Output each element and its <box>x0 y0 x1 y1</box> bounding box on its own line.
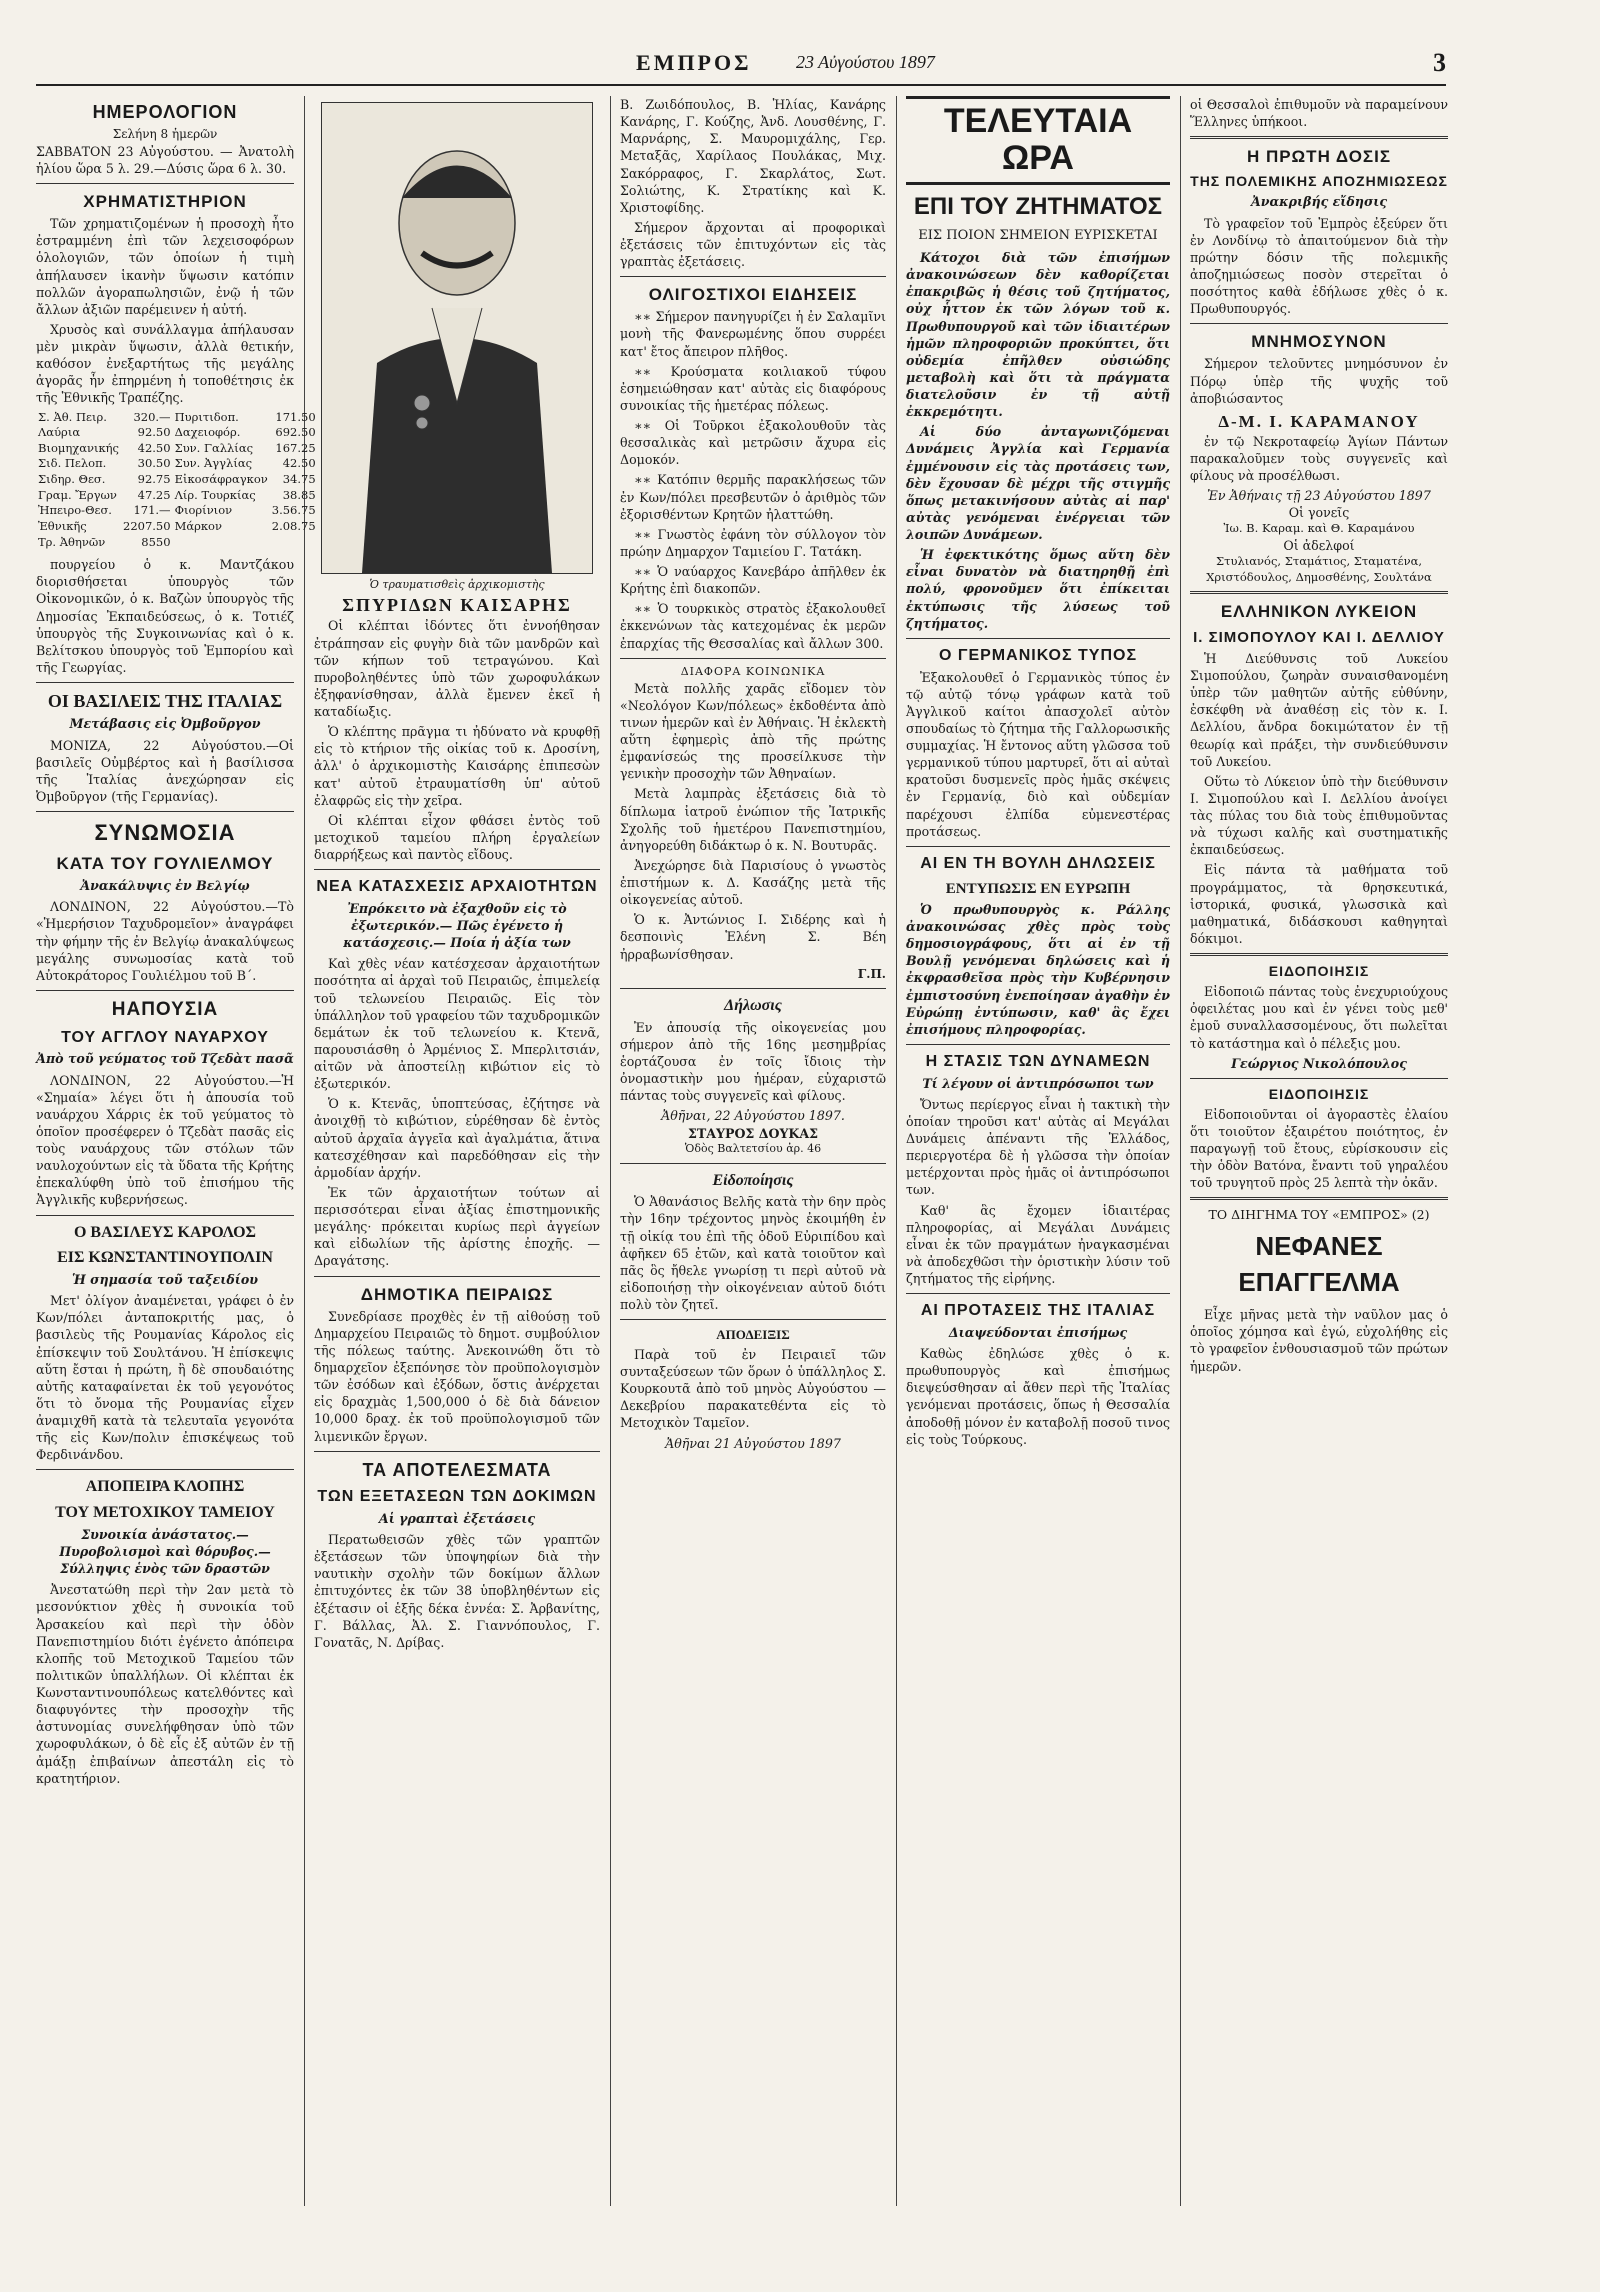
divider <box>1190 1078 1448 1079</box>
market-security: Γραμ. Ἔργων <box>38 487 117 502</box>
market-row <box>36 535 318 551</box>
german-press-text: Ἐξακολουθεῖ ὁ Γερμανικὸς τύπος ἐν τῷ αὐτῷ τόνῳ γράφων κατὰ τοῦ Ἀγγλικοῦ καίτοι ἀπασχολεῖ αὐτὸν σπουδαίως τὸ ζήτημα τῆς Γαλλορωσικῆς συμμαχίας. Ἡ ἔντονος αὕτη γλῶσσα τοῦ γερμανικοῦ τύπου μαρτυρεῖ, ὅτι αἱ αὐταὶ κρατοῦσι δυσμενεῖς πρὸς ἡμᾶς σκέψεις ἐν Γερμανίᾳ, διὸ καὶ οὐδεμίαν παρέχουσι ἐλπίδα εὐμενεστέρας προτάσεως. <box>906 669 1170 839</box>
divider <box>1190 591 1448 594</box>
brief-item: ∗∗ Σήμερον πανηγυρίζει ἡ ἐν Σαλαμῖνι μονὴ τῆς Φανερωμένης ὅπου συρρέει κατ' ἔτος ἄπειρον πλῆθος. <box>620 309 886 359</box>
social-text: Ὁ κ. Ἀντώνιος Ι. Σιδέρης καὶ ἡ δεσποινὶς Ἑλένη Σ. Βέη ἠρραβωνίσθησαν. <box>620 912 886 962</box>
almanac-heading: ΗΜΕΡΟΛΟΓΙΟΝ <box>92 102 238 122</box>
divider <box>906 1293 1170 1294</box>
exams-heading-2: ΤΩΝ ΕΞΕΤΑΣΕΩΝ ΤΩΝ ΔΟΚΙΜΩΝ <box>317 1488 597 1506</box>
theft-heading: ΑΠΟΠΕΙΡΑ ΚΛΟΠΗΣ <box>85 1478 245 1496</box>
divider <box>620 988 886 989</box>
memorial-text: Σήμερον τελοῦντες μνημόσυνον ἐν Πόρῳ ὑπὲρ τῆς ψυχῆς τοῦ ἀποβιώσαντος <box>1190 356 1448 406</box>
declaration-heading: Δήλωσις <box>724 997 782 1014</box>
last-hour-text: Ἡ ἐφεκτικότης ὅμως αὕτη δὲν εἶναι δυνατὸν νὰ διατηρηθῇ ἐπὶ πολύ, φρονοῦμεν ὅτι ἐπίκειται ἐκτύπωσις τῆς λύσεως τοῦ ζητήματος. <box>906 547 1170 631</box>
divider <box>1190 323 1448 324</box>
market-row <box>36 410 318 426</box>
serial-text: Εἶχε μῆνας μετὰ τὴν ναῦλον μας ὁ ὁποῖος χόμησα καὶ ἐγώ, εὐχολήθης εἰς τὸ γραφεῖον ἐνθουσιασμοῦ τῶν πρώτων ἡμερῶν. <box>1190 1307 1448 1374</box>
market-row <box>36 519 318 535</box>
theft-heading-2: ΤΟΥ ΜΕΤΟΧΙΚΟΥ ΤΑΜΕΙΟΥ <box>55 1504 275 1522</box>
market-row <box>36 503 318 519</box>
memorial-signature: Στυλιανός, Σταμάτιος, Σταματένα, Χριστόδουλος, Δημοσθένης, Σουλτάνα <box>1206 554 1432 584</box>
notice-1-signature: Γεώργιος Νικολόπουλος <box>1231 1055 1407 1071</box>
last-hour-heading-3: ΕΙΣ ΠΟΙΟΝ ΣΗΜΕΙΟΝ ΕΥΡΙΣΚΕΤΑΙ <box>918 228 1158 244</box>
italy-proposals-subheading: Διαψεύδονται ἐπισήμως <box>948 1324 1128 1340</box>
market-security <box>173 535 270 551</box>
divider <box>36 811 294 812</box>
divider <box>620 1319 886 1320</box>
indemnity-heading-2: ΤΗΣ ΠΟΛΕΜΙΚΗΣ ΑΠΟΖΗΜΙΩΣΕΩΣ <box>1190 173 1448 190</box>
powers-text: Ὄντως περίεργος εἶναι ἡ τακτικὴ τὴν ὁποίαν τηροῦσι κατ' αὐτὰς αἱ Μεγάλαι Δυνάμεις ἀπέναντι τῆς Ἑλλάδος, περιεργοτέρα δὲ ἡ γλῶσσα τὴν ὁποίαν μετέρχονται πρὸς ἡμᾶς οἱ ἀντιπρόσωποι των. <box>906 1096 1170 1198</box>
market-price: 92.50 <box>137 425 171 440</box>
article-text: Οἱ κλέπται ἰδόντες ὅτι ἐννοήθησαν ἐτράπησαν εἰς φυγὴν διὰ τῶν μανδρῶν καὶ τῶν κήπων τοῦ τετραγώνου. Καὶ πυροβοληθέντες ὑπὸ τῶν χωροφυλάκων ἐξηφανίσθησαν, ἀλλὰ ἔμενεν ἐκεῖ ἡ καταδίωξις. <box>314 618 600 720</box>
market-security: Συν. Ἀγγλίας <box>174 456 253 471</box>
market-price: 320.— <box>133 409 171 424</box>
piraeus-heading: ΔΗΜΟΤΙΚΑ ΠΕΙΡΑΙΩΣ <box>360 1284 554 1304</box>
exchange-text: Τῶν χρηματιζομένων ἡ προσοχὴ ἦτο ἐστραμμένη ἐπὶ τῶν λεχεισοφόρων ὁλολογιῶν, τῶν ὁποίων ἡ τιμὴ ἀπήλαυσεν ἱκανὴν ὕψωσιν κατόπιν πολλῶν ἀγοραπωλησιῶν, ἐνῷ ἡ τῶν ἄλλων ἀξιῶν παρέμεινεν ἡ αὐτή. <box>36 216 294 317</box>
masthead <box>36 46 1446 86</box>
memorial-heading: ΜΝΗΜΟΣΥΝΟΝ <box>1251 332 1387 352</box>
school-text: Ἡ Διεύθυνσις τοῦ Λυκείου Σιμοπούλου, ζωηρὰν συναισθανομένη ὑπὲρ τῶν μαθητῶν αὐτῆς εὐθύνην, ἐσκέφθη νὰ ἀναθέσῃ εἰς τὸν κ. Ι. Δελλίου, ἄνδρα δοκιμώτατον ἐν τῇ θεωρίᾳ καὶ πράξει, τὴν συνδιεύθυνσιν τοῦ Λυκείου. <box>1190 650 1448 769</box>
exam-names: Β. Ζωιδόπουλος, Β. Ἠλίας, Κανάρης Κανάρης, Γ. Κούζης, Ἀνδ. Λουσθένης, Γ. Μαρνάρης, Σ. Μαυρομιχάλης, Γερ. Μεταξᾶς, Χαρίλαος Πουλάκας, Μιχ. Σακόρραφος, Γ. Σκαρλάτος, Σωτ. Σολιώτης, Κ. Στρατίκης καὶ Κ. Χριστοφίδης. <box>620 97 886 215</box>
carol-heading: Ο ΒΑΣΙΛΕΥΣ ΚΑΡΟΛΟΣ <box>73 1223 256 1241</box>
market-security: Λαύρια <box>38 425 81 440</box>
notice-1-text: Εἰδοποιῶ πάντας τοὺς ἐνεχυριούχους ὀφειλέτας μου καὶ ἐν γένει τοὺς μεθ' ἐμοῦ συναλλασσομένους, ὅτι πωλεῖται τὸ κατάστημα καὶ ὁ πέλεξις μου. <box>1190 984 1448 1051</box>
social-text: Ἀνεχώρησε διὰ Παρισίους ὁ γνωστὸς ἐπιστήμων κ. Δ. Κασάζης μετὰ τῆς οἰκογενείας αὐτοῦ. <box>620 857 886 908</box>
exchange-text: Χρυσὸς καὶ συνάλλαγμα ἀπήλαυσαν μὲν μικρὰν ὕψωσιν, ἀλλὰ θετικήν, καθόσον ἐνεξαρτήτως τῆς μεγάλης ἀγορᾶς ἦν ἐπηρμένη ἡ τοποθέτησις ἐκ τῆς Ἐθνικῆς Τραπέζης. <box>36 321 294 406</box>
divider <box>1190 953 1448 956</box>
market-row <box>36 488 318 504</box>
market-price: 34.75 <box>282 472 316 487</box>
column-5 <box>1190 96 1448 2206</box>
social-text: Μετὰ πολλῆς χαρᾶς εἴδομεν τὸν «Νεολόγον Κων/πόλεως» ἐκδοθέντα ἀπὸ τινων ἡμερῶν καὶ ἐν Ἀθήναις. Ἡ ἐκλεκτὴ αὕτη ἐφημερὶς ἀπὸ τῆς πρώτης ἐμφανίσεώς της προσείλκυσε τὴν γενικὴν προσοχὴν τῶν Ἀθηναίων. <box>620 680 886 782</box>
theft-text: Ἀνεστατώθη περὶ τὴν 2αν μετὰ τὸ μεσονύκτιον χθὲς ἡ συνοικία τοῦ Ἀρσακείου καὶ περὶ τὴν ὁδὸν Πανεπιστημίου διότι ἐγένετο ἀπόπειρα κλοπῆς τοῦ Μετοχικοῦ Ταμείου τῶν πολιτικῶν ὑπαλλήλων. Οἱ κλέπται ἐκ Κωνσταντινουπόλεως κατελθόντες καὶ διαφυγόντες τὴν προσοχὴν τῆς ἀστυνομίας συνελήφθησαν ὑπὸ τῶν χωροφυλάκων, ὁ δὲ εἷς ἐξ αὐτῶν ἐν τῇ ἀμάξῃ ἐπιβαίνων ἀπεστάλη εἰς τὸ κρατητήριον. <box>36 1582 294 1786</box>
market-price: 171.50 <box>275 409 316 424</box>
market-price: 171.— <box>133 503 171 518</box>
divider <box>36 1469 294 1470</box>
issue-date: 23 Αὐγούστου 1897 <box>796 52 935 72</box>
market-price: 38.85 <box>282 487 316 502</box>
admiral-subheading: Ἀπὸ τοῦ γεύματος τοῦ Τζεδὰτ πασᾶ <box>36 1051 294 1067</box>
last-hour-heading-2: ΕΠΙ ΤΟΥ ΖΗΤΗΜΑΤΟΣ <box>913 192 1163 220</box>
market-price: 42.50 <box>282 456 316 471</box>
theft-subheading: Συνοικία ἀνάστατος.— Πυροβολισμοὶ καὶ θόρυβος.— Σύλληψις ἑνὸς τῶν δραστῶν <box>59 1526 271 1577</box>
market-price: 692.50 <box>275 425 316 440</box>
divider <box>36 990 294 991</box>
memorial-parents: Οἱ γονεῖς <box>1288 505 1350 521</box>
declaration-signature: ΣΤΑΥΡΟΣ ΔΟΥΚΑΣ <box>687 1125 819 1141</box>
notice-2-heading: ΕΙΔΟΠΟΙΗΣΙΣ <box>1268 1085 1370 1102</box>
statements-text: Ὁ πρωθυπουργὸς κ. Ράλλης ἀνακοινώσας χθὲς πρὸς τοὺς δημοσιογράφους, ὅτι αἱ ἐν τῇ Βουλῇ γενόμεναι δηλώσεις καὶ ἡ ἐκφρασθεῖσα πρὸς τὴν Κυβέρνησιν ἐμπιστοσύνη ἐνεποίησαν ἀγαθὴν ἐν Εὐρώπῃ ἐντύπωσιν, καθ' ἃς ἔχει ἐπισήμους πληροφορίας. <box>906 901 1170 1037</box>
brief-item: ∗∗ Γνωστὸς ἐφάνη τὸν σύλλογον τὸν πρώην Δημαρχον Ταμιείου Γ. Τατάκη. <box>620 526 886 559</box>
school-heading-2: Ι. ΣΙΜΟΠΟΥΛΟΥ ΚΑΙ Ι. ΔΕΛΛΙΟΥ <box>1193 628 1445 646</box>
notice-1-heading: ΕΙΔΟΠΟΙΗΣΙΣ <box>1268 963 1370 980</box>
divider <box>36 1215 294 1216</box>
market-security: Εἰκοσάφραγκον <box>174 472 268 487</box>
market-price: 167.25 <box>275 440 316 455</box>
column-3 <box>620 96 886 2206</box>
finds-subheading: Ἐπρόκειτο νὰ ἐξαχθοῦν εἰς τὸ ἐξωτερικόν.— Πῶς ἐγένετο ἡ κατάσχεσις.— Ποία ἡ ἀξία των <box>343 900 571 951</box>
market-price <box>270 535 318 551</box>
powers-text: Καθ' ἃς ἔχομεν ἰδιαιτέρας πληροφορίας, αἱ Μεγάλαι Δυνάμεις εἶναι ἐκ τῶν πραγμάτων ἠναγκασμέναι νὰ ἀποδεχθῶσι τὴν ὁριστικὴν λύσιν τοῦ ζητήματος τῆς εἰρήνης. <box>906 1202 1170 1287</box>
market-price: 30.50 <box>137 456 171 471</box>
market-row <box>36 456 318 472</box>
market-security: Σ. Ἀθ. Πειρ. <box>38 409 107 424</box>
school-text: Εἰς πάντα τὰ μαθήματα τοῦ προγράμματος, τὰ θρησκευτικά, ἱστορικά, φυσικά, γλωσσικὰ καὶ μαθηματικά, διδάσκουσι καθηγηταὶ δόκιμοι. <box>1190 862 1448 946</box>
admiral-text: ΛΟΝΔΙΝΟΝ, 22 Αὐγούστου.—Ἡ «Σημαία» λέγει ὅτι ἡ ἀπουσία τοῦ ναυάρχου Χάρρις ἐκ τοῦ γεύματος τὸ ὁποῖον προσέφερεν ὁ Τζεδὰτ πασᾶς εἰς τοὺς ναυάρχους τῶν στόλων τῶν ναυλοχούντων εἰς τὰ ὕδατα τῆς Κρήτης ἐπεκαλύφθη ὑπὸ τοῦ ἐπισήμου τῆς Ἀγγλικῆς κυβερνήσεως. <box>36 1072 294 1208</box>
divider <box>314 1276 600 1277</box>
column-rule <box>896 96 897 2206</box>
divider <box>906 638 1170 639</box>
briefs-heading: ΟΛΙΓΟΣΤΙΧΟΙ ΕΙΔΗΣΕΙΣ <box>648 285 858 305</box>
market-security: Σιδ. Πελοπ. <box>38 456 107 471</box>
page-number: 3 <box>1433 48 1446 77</box>
market-security: Μάρκον <box>174 518 222 533</box>
receipt-heading: ΑΠΟΔΕΙΞΙΣ <box>716 1327 790 1343</box>
exams-subheading: Αἱ γραπταὶ ἐξετάσεις <box>378 1510 536 1526</box>
briefs-list <box>620 308 886 651</box>
receipt-date: Ἀθῆναι 21 Αὐγούστου 1897 <box>665 1435 841 1451</box>
market-security: Τρ. Ἀθηνῶν <box>38 534 106 549</box>
admiral-heading: ΗΑΠΟΥΣΙΑ <box>111 998 219 1020</box>
portrait-name: ΣΠΥΡΙΔΩΝ ΚΑΙΣΑΡΗΣ <box>342 594 572 615</box>
finds-heading: ΝΕΑ ΚΑΤΑΣΧΕΣΙΣ ΑΡΧΑΙΟΤΗΤΩΝ <box>316 878 598 896</box>
social-heading: ΔΙΑΦΟΡΑ ΚΟΙΝΩΝΙΚΑ <box>680 664 826 678</box>
exchange-tail: πουργείου ὁ κ. Μαντζάκου διορισθήσεται ὑπουργὸς τῶν Οἰκονομικῶν, ὁ κ. Βαζὼν ὑπουργὸς τῆς Δημοσίας Ἐκπαιδεύσεως, ὁ κ. Τοτιέζ ὑπουργὸς τῆς Συγκοινωνίας καὶ ὁ κ. Βελίτσκου ὑπουργὸς τοῦ Ἐμπορίου καὶ τῆς Γεωργίας. <box>36 557 294 675</box>
divider <box>1190 136 1448 139</box>
market-row <box>36 472 318 488</box>
brief-item: ∗∗ Οἱ Τοῦρκοι ἐξακολουθοῦν τὰς θεσσαλικὰς καὶ μετρῶσιν ἄχυρα εἰς Δομοκόν. <box>620 418 886 468</box>
memorial-siblings: Οἱ ἀδελφοί <box>1283 538 1355 554</box>
piraeus-text: Συνεδρίασε προχθὲς ἐν τῇ αἰθούσῃ τοῦ Δημαρχείου Πειραιῶς τὸ δημοτ. συμβούλιον τῆς πόλεως ταύτης. Ἀνεκοινώθη ὅτι τὸ δημαρχεῖον ἐξεπόνησε τὸν προϋπολογισμὸν τῶν ἐσόδων καὶ ἐξόδων, ὅστις ἀνέρχεται εἰς δραχμὰς 1,500,000 ὁ δὲ διὰ δάνειον 10,000 δραχ. ἐκ τοῦ προϋπολογισμοῦ τῶν λιμενικῶν ἔργων. <box>314 1308 600 1444</box>
social-signature: Γ.Π. <box>857 966 886 981</box>
column-2 <box>314 96 600 2206</box>
divider <box>620 658 886 659</box>
brief-item: ∗∗ Κατόπιν θερμῆς παρακλήσεως τῶν ἐν Κων/πόλει πρεσβευτῶν ὁ ἀριθμὸς τῶν ἐξορισθέντων Κρητῶν ἠλαττώθη. <box>620 472 886 522</box>
indemnity-heading: Η ΠΡΩΤΗ ΔΟΣΙΣ <box>1246 147 1392 167</box>
market-price: 47.25 <box>137 487 171 502</box>
divider <box>906 1044 1170 1045</box>
market-security: Συν. Γαλλίας <box>174 440 254 455</box>
carol-subheading: Ἡ σημασία τοῦ ταξειδίου <box>72 1272 258 1288</box>
memorial-name: Δ-Μ. Ι. ΚΑΡΑΜΑΝΟΥ <box>1218 411 1420 431</box>
notice-text: Ὁ Ἀθανάσιος Βελῆς κατὰ τὴν 6ην πρὸς τὴν 16ην τρέχοντος μηνὸς ἐκοιμήθη ἐν τῇ οἰκίᾳ του ἐπὶ τῆς ὁδοῦ Εὐριπίδου καὶ ἀφῆκεν 65 ἐτῶν, καὶ κατὰ τοιοῦτον καὶ πᾶς ὃς ἤθελε γνωρίσῃ τι περὶ αὐτοῦ νὰ εἰδοποιήσῃ τὴν οἰκογένειαν αὐτοῦ διότι πολὺ τὸν ζητεῖ. <box>620 1194 886 1313</box>
market-security: Πυριτιδοπ. <box>174 409 239 424</box>
last-hour-text: Κάτοχοι διὰ τῶν ἐπισήμων ἀνακοινώσεων δὲν καθορίζεται ἐπακριβῶς ἡ θέσις τοῦ ζητήματος, οὐχ ἧττον ἐκ τῶν λόγων τοῦ κ. Πρωθυπουργοῦ καὶ τῶν ἰδιαιτέρων ἡμῶν πληροφοριῶν προκύπτει, ὅτι οὐδεμία ἐπῆλθεν οὐσιώδης μεταβολὴ καὶ ὅτι τὰ πράγματα διατελοῦσιν ἐν τῇ αὐτῇ ἐκκρεμότητι. <box>906 250 1170 420</box>
exchange-heading: ΧΡΗΜΑΤΙΣΤΗΡΙΟΝ <box>83 192 247 212</box>
column-rule <box>1180 96 1181 2206</box>
italy-proposals-text: Καθὼς ἐδηλώσε χθὲς ὁ κ. πρωθυπουργὸς καὶ ἐπισήμως διεψεύσθησαν αἱ ἄθεν περὶ τῆς Ἰταλίας γενόμεναι προτάσεις, ὅπως ἡ Θεσσαλία ἀποδοθῇ μόνον ἐν καταβολῇ ποσοῦ τινος εἰς τοὺς Τούρκους. <box>906 1346 1170 1447</box>
italy-proposals-heading: ΑΙ ΠΡΟΤΑΣΕΙΣ ΤΗΣ ΙΤΑΛΙΑΣ <box>920 1302 1156 1320</box>
market-security: Λίρ. Τουρκίας <box>174 487 256 502</box>
portrait-image <box>321 102 593 574</box>
market-price: 8550 <box>141 534 171 549</box>
market-price: 2.08.75 <box>271 518 316 533</box>
exam-note: Σήμερον ἄρχονται αἱ προφορικαὶ ἐξετάσεις τῶν ἐπιτυχόντων εἰς τὰς γραπτὰς ἐξετάσεις. <box>620 219 886 270</box>
market-security: Βιομηχανικής <box>38 440 119 455</box>
market-security: Φιορίνιον <box>174 503 233 518</box>
finds-text: Καὶ χθὲς νέαν κατέσχεσαν ἀρχαιοτήτων ποσότητα αἱ ἀρχαὶ τοῦ Πειραιῶς, ἐπιμελείᾳ τοῦ τελωνείου Πειραιῶς. Εἰς τὸν ὑπάλληλον τοῦ γραφείου τῶν ταχυδρομικῶν δεμάτων ἐκ τοῦ τελωνείου κ. Κτενᾶ, παρουσιάσθη ὁ Ἀρμένιος Σ. Μπερλιτσιάν, αἰτῶν νὰ ἀποστείλῃ κιβώτιον εἰς τὸ ἐξωτερικόν. <box>314 956 600 1092</box>
powers-heading: Η ΣΤΑΣΙΣ ΤΩΝ ΔΥΝΑΜΕΩΝ <box>925 1052 1151 1070</box>
exams-heading: ΤΑ ΑΠΟΤΕΛΕΣΜΑΤΑ <box>362 1459 552 1480</box>
school-heading: ΕΛΛΗΝΙΚΟΝ ΛΥΚΕΙΟΝ <box>1220 602 1418 622</box>
memorial-signature: Ἰω. Β. Καραμ. καὶ Θ. Καραμάνου <box>1223 521 1415 536</box>
market-security: Σιδηρ. Θεσ. <box>38 472 106 487</box>
market-security: Ἐθνικῆς <box>38 518 87 533</box>
notice-2-text: Εἰδοποιοῦνται οἱ ἀγοραστὲς ἐλαίου ὅτι τοιοῦτον ἐξαιρέτου ποιότητος, ἐν παραγωγῇ τοῦ ἔτους, εὑρίσκουσιν εἰς τὴν ὁδὸν Βατόνα, ἔναντι τοῦ γηραλέου τοῦ τρυγητοῦ πρὸς 25 λεπτὰ τὴν ὀκᾶν. <box>1190 1106 1448 1191</box>
plot-subheading: Ἀνακάλυψις ἐν Βελγίῳ <box>80 878 250 894</box>
memorial-text: ἐν τῷ Νεκροταφείῳ Ἁγίων Πάντων παρακαλοῦμεν τοὺς συγγενεῖς καὶ φίλους νὰ προσέλθωσι. <box>1190 433 1448 484</box>
column-1 <box>36 96 316 2206</box>
carol-heading-2: ΕΙΣ ΚΩΝΣΤΑΝΤΙΝΟΥΠΟΛΙΝ <box>57 1249 273 1267</box>
market-security: Δαχειοφόρ. <box>174 425 241 440</box>
plot-text: ΛΟΝΔΙΝΟΝ, 22 Αὐγούστου.—Τὸ «Ἡμερήσιον Ταχυδρομεῖον» ἀναγράφει τὴν φήμην τῆς ἐν Βελγίῳ ἀνακαλύψεως μεγάλης συνωμοσίας κατὰ τοῦ Αὐτοκράτορος Γουλιέλμου τοῦ Β΄. <box>36 899 294 983</box>
indemnity-text: Τὸ γραφεῖον τοῦ Ἐμπρὸς ἐξεύρεν ὅτι ἐν Λονδίνῳ τὸ ἀπαιτούμενον διὰ τὴν πρώτην δόσιν τῆς πολεμικῆς ἀποζημιώσεως ποσὸν στερεῖται ὁ ποσότητος καθὰ ἐδήλωσε χθὲς ὁ κ. Πρωθυπουργός. <box>1190 215 1448 317</box>
carol-text: Μετ' ὀλίγον ἀναμένεται, γράφει ὁ ἐν Κων/πόλει ἀνταποκριτής μας, ὁ βασιλεὺς τῆς Ρουμανίας Κάρολος εἰς ἐπίσκεψιν τοῦ Σουλτάνου. Ἡ ἐπίσκεψις αὕτη ἔσται ἡ πρώτη, ἢ δὲ σπουδαιότης αὐτῆς καταφαίνεται ἐκ τοῦ γεγονότος ὅτι τὸ ὄνομα τῆς Ρουμανίας εἶχεν ἀναμιχθῆ κατὰ τὰ τελευταῖα γεγονότα τῆς εἰς Κων/πολιν ἐπισκέψεως τοῦ Φερδινάνδου. <box>36 1293 294 1463</box>
finds-text: Ἐκ τῶν ἀρχαιοτήτων τούτων αἱ περισσότεραι εἶναι ἀξίας ἐπιστημονικῆς μεγάλης· πρόκειται κυρίως περὶ ἀγγείων καὶ εἰδωλίων τῆς ἀρίστης ἐποχῆς. — Δραγάτσης. <box>314 1184 600 1269</box>
brief-item: ∗∗ Κρούσματα κοιλιακοῦ τύφου ἐσημειώθησαν κατ' αὐτὰς εἰς διαφόρους συνοικίας τῆς ἡμετέρας πόλεως. <box>620 363 886 413</box>
market-price: 3.56.75 <box>271 503 316 518</box>
declaration-text: Ἐν ἀπουσίᾳ τῆς οἰκογενείας μου σήμερον ἀπὸ τῆς 16ης μεσημβρίας ἑορτάζουσα ἐν τοῖς ἴδιοις τὴν ὀνομαστικὴν μου ἡμέραν, εὐχαριστῶ πάντας τοὺς συγγενεῖς καὶ φίλους. <box>620 1019 886 1104</box>
market-security: Ἠπειρο-Θεσ. <box>38 503 112 518</box>
finds-text: Ὁ κ. Κτενᾶς, ὑποπτεύσας, ἐζήτησε νὰ ἀνοιχθῇ τὸ κιβώτιον, εὑρέθησαν δὲ ἐντὸς αὐτοῦ ἀρχαῖα ἀγγεῖα καὶ ἀγαλμάτια, ἅτινα κατεσχέθησαν καὶ παρεδόθησαν εἰς τὴν ἀρμοδίαν ἀρχήν. <box>314 1096 600 1180</box>
powers-subheading: Τί λέγουν οἱ ἀντιπρόσωποι των <box>922 1075 1154 1091</box>
market-price: 42.50 <box>137 440 171 455</box>
market-row <box>36 441 318 457</box>
school-text: Οὕτω τὸ Λύκειον ὑπὸ τὴν διεύθυνσιν Ι. Σιμοπούλου καὶ Ι. Δελλίου ἀνοίγει τὰς πύλας του διὰ τοὺς ἐπιθυμοῦντας νὰ τύχωσι καλῆς καὶ συστηματικῆς ἐκπαιδεύσεως. <box>1190 773 1448 858</box>
article-text: Ὁ κλέπτης πρᾶγμα τι ἠδύνατο νὰ κρυφθῇ εἰς τὸ κτήριον τῆς οἰκίας τοῦ κ. Δροσίνη, ἀλλ' ὁ ἀρχικομιστὴς Καισάρης ἐπιπεσὼν κατ' αὐτοῦ ἐτραυματίσθη ὑπ' αὐτοῦ ἐλαφρῶς εἰς τὴν χεῖρα. <box>314 724 600 808</box>
exams-text: Περατωθεισῶν χθὲς τῶν γραπτῶν ἐξετάσεων τῶν ὑποψηφίων διὰ τὴν ναυτικὴν σχολὴν τῶν δοκίμων ἄλλων ἐπιτυχόντες ἐκ τῶν 38 ὑποβληθέντων εἰς ἐξέτασιν οἱ ἑξῆς δέκα ἐννέα: Σ. Ἀρβανίτης, Γ. Βάλλας, Ἀλ. Σ. Γιαννόπουλος, Γ. Γονατᾶς, Ν. Δρίβας. <box>314 1532 600 1650</box>
italy-subheading: Μετάβασις εἰς Ὀμβοῦργον <box>69 716 261 732</box>
market-price: 92.75 <box>137 472 171 487</box>
column-4 <box>906 96 1170 2206</box>
last-hour-text: Αἱ δύο ἀνταγωνιζόμεναι Δυνάμεις Ἀγγλία καὶ Γερμανία ἐμμένουσιν εἰς τὰς προτάσεις των, δὲν ἔχουσαν δὲ μέχρι τῆς στιγμῆς ὅπως μετακινήσουν αὐτὰς αἱ παρ' αὐτὰς γενόμεναι ἐνέργειαι τῶν λοιπῶν Δυνάμεων. <box>906 424 1170 543</box>
statements-heading: ΑΙ ΕΝ ΤΗ ΒΟΥΛΗ ΔΗΛΩΣΕΙΣ <box>920 854 1156 872</box>
divider <box>906 846 1170 847</box>
intro-text: οἱ Θεσσαλοὶ ἐπιθυμοῦν νὰ παραμείνουν Ἕλληνες ὑπήκοοι. <box>1190 97 1448 130</box>
article-text: Οἱ κλέπται εἶχον φθάσει ἐντὸς τοῦ μετοχικοῦ ταμείου πλήρη ἐργαλείων διαρρήξεως καὶ παντὸς εἴδους. <box>314 812 600 863</box>
receipt-text: Παρὰ τοῦ ἐν Πειραιεῖ τῶν συνταξεύσεων τῶν ὅρων ὁ ὑπάλληλος Σ. Κουρκουτᾶ ἀπὸ τοῦ μηνὸς Αὐγούστου — Δεκεβρίου παρακατεθέντα εἰς τὸ Μετοχικὸν Ταμεῖον. <box>620 1346 886 1431</box>
plot-heading-2: ΚΑΤΑ ΤΟΥ ΓΟΥΛΙΕΛΜΟΥ <box>56 854 274 874</box>
italy-text: ΜΟΝΙΖΑ, 22 Αὐγούστου.—Οἱ βασιλεῖς Οὐμβέρτος καὶ ἡ βασίλισσα τῆς Ἰταλίας ἀνεχώρησαν εἰς Ὀμβοῦργον (τῆς Γερμανίας). <box>36 737 294 804</box>
divider <box>1190 1197 1448 1200</box>
german-press-heading: Ο ΓΕΡΜΑΝΙΚΟΣ ΤΥΠΟΣ <box>938 646 1138 664</box>
moon-phase: Σελήνη 8 ἡμερῶν <box>112 127 218 142</box>
italy-heading: ΟΙ ΒΑΣΙΛΕΙΣ ΤΗΣ ΙΤΑΛΙΑΣ <box>47 691 283 712</box>
declaration-date: Ἀθῆναι, 22 Αὐγούστου 1897. <box>661 1108 845 1124</box>
market-table <box>36 410 318 551</box>
last-hour-heading: ΤΕΛΕΥΤΑΙΑ ΩΡΑ <box>906 96 1170 185</box>
divider <box>36 682 294 683</box>
portrait-illustration-icon <box>322 103 592 573</box>
sun-times: ΣΑΒΒΑΤΟΝ 23 Αὐγούστου. — Ἀνατολὴ ἡλίου ὥρα 5 λ. 29.—Δύσις ὥρα 6 λ. 30. <box>36 143 294 176</box>
serial-title: ΝΕΦΑΝΕΣ ΕΠΑΓΓΕΛΜΑ <box>1238 1231 1400 1297</box>
notice-heading: Εἰδοποίησις <box>712 1171 794 1189</box>
serial-label: ΤΟ ΔΙΗΓΗΜΑ ΤΟΥ «ΕΜΠΡΟΣ» (2) <box>1208 1207 1430 1223</box>
declaration-address: Ὁδὸς Βαλτετσίου ἀρ. 46 <box>684 1141 822 1155</box>
portrait-caption: Ὁ τραυματισθεὶς ἀρχικομιστὴς <box>369 578 545 591</box>
divider <box>36 183 294 184</box>
divider <box>314 869 600 870</box>
brief-item: ∗∗ Ὁ τουρκικὸς στρατὸς ἐξακολουθεῖ ἐκκενώνων τὰς κατεχομένας ἐκ μερῶν ἐπαρχίας τῆς Θεσσαλίας καὶ ἄλλων 300. <box>620 601 886 651</box>
divider <box>620 1163 886 1164</box>
newspaper-title: ΕΜΠΡΟΣ <box>636 50 752 75</box>
admiral-heading-2: ΤΟΥ ΑΓΓΛΟΥ ΝΑΥΑΡΧΟΥ <box>61 1028 269 1046</box>
statements-heading-2: ΕΝΤΥΠΩΣΙΣ ΕΝ ΕΥΡΩΠΗ <box>945 880 1131 897</box>
social-text: Μετὰ λαμπρὰς ἐξετάσεις διὰ τὸ δίπλωμα ἰατροῦ ἐνώπιον τῆς Ἰατρικῆς Σχολῆς τοῦ ἡμετέρου Πανεπιστημίου, ἀνηγορεύθη διδάκτωρ ὁ κ. Ν. Βουτυρᾶς. <box>620 786 886 853</box>
divider <box>314 1451 600 1452</box>
memorial-date: Ἐν Ἀθήναις τῇ 23 Αὐγούστου 1897 <box>1207 488 1431 504</box>
market-row <box>36 425 318 441</box>
brief-item: ∗∗ Ὁ ναύαρχος Κανεβάρο ἀπῆλθεν ἐκ Κρήτης ἐπὶ διακοπῶν. <box>620 564 886 597</box>
column-rule <box>610 96 611 2206</box>
market-price: 2207.50 <box>123 518 171 533</box>
plot-heading: ΣΥΝΩΜΟΣΙΑ <box>94 820 236 846</box>
divider <box>620 276 886 277</box>
indemnity-subheading: Ἀνακριβής εἴδησις <box>1250 194 1388 210</box>
